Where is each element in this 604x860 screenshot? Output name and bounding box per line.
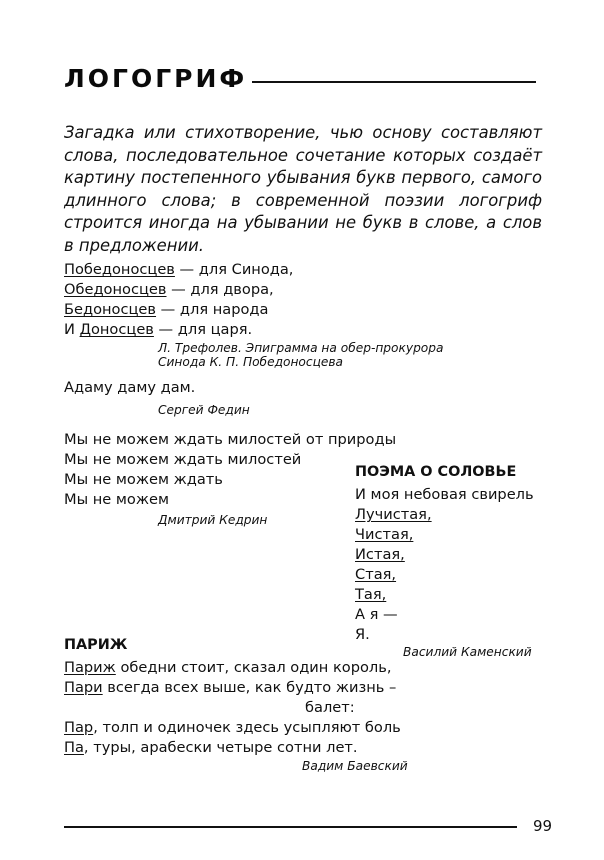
footer-rule bbox=[64, 826, 517, 828]
verse-line: Бедоносцев — для народа bbox=[64, 301, 269, 318]
verse-line: Мы не можем ждать милостей bbox=[64, 451, 302, 468]
verse-line: А я — bbox=[355, 606, 398, 623]
poem-parizh bbox=[64, 658, 401, 758]
poem-solovye bbox=[355, 485, 534, 645]
underlined-word: Доносцев bbox=[79, 321, 154, 338]
poem-attribution: Л. Трефолев. Эпиграмма на обер-прокурора Синода К. П. Победоносцева bbox=[158, 341, 444, 369]
verse-line: Мы не можем bbox=[64, 491, 169, 508]
verse-line: Пари всегда всех выше, как будто жизнь – bbox=[64, 679, 397, 696]
verse-line: Победоносцев — для Синода, bbox=[64, 261, 294, 278]
page-title: ЛОГОГРИФ bbox=[64, 64, 248, 93]
verse-line: И моя небовая свирель bbox=[355, 486, 534, 503]
underlined-word: Победоносцев bbox=[64, 261, 175, 278]
verse-line: Стая, bbox=[355, 566, 397, 583]
verse-line: Лучистая, bbox=[355, 506, 432, 523]
underlined-word: Па bbox=[64, 739, 84, 756]
underlined-word: Бедоносцев bbox=[64, 301, 157, 318]
poem-kedrin bbox=[64, 430, 396, 510]
definition-line: длинного слова; в современной поэзии логогриф bbox=[64, 190, 542, 210]
verse-line: балет: bbox=[305, 699, 355, 716]
definition-paragraph bbox=[64, 122, 542, 258]
verse-line: Па, туры, арабески четыре сотни лет. bbox=[64, 739, 358, 756]
poem-heading: ПАРИЖ bbox=[64, 637, 128, 653]
definition-line: слова, последовательное сочетание которых создаёт bbox=[64, 145, 542, 165]
definition-line: в предложении. bbox=[64, 235, 204, 255]
definition-line: Загадка или стихотворение, чью основу составляют bbox=[64, 123, 542, 142]
poem-heading: ПОЭМА О СОЛОВЬЕ bbox=[355, 464, 517, 480]
underlined-word: Париж bbox=[64, 659, 116, 676]
verse-line: Мы не можем ждать bbox=[64, 471, 223, 488]
verse-line: Я. bbox=[355, 626, 370, 643]
underlined-word: Пари bbox=[64, 679, 103, 696]
poem-adamu-line: Адаму даму дам. bbox=[64, 379, 196, 396]
definition-line: строится иногда на убывании не букв в слове, а слов bbox=[64, 213, 542, 233]
title-rule bbox=[252, 81, 536, 83]
verse-line: Чистая, bbox=[355, 526, 414, 543]
page-number: 99 bbox=[533, 817, 553, 835]
verse-line: Париж обедни стоит, сказал один король, bbox=[64, 659, 392, 676]
definition-line: картину постепенного убывания букв первого, самого bbox=[64, 168, 542, 188]
verse-line: Тая, bbox=[355, 586, 387, 603]
verse-line: И Доносцев — для царя. bbox=[64, 321, 253, 338]
underlined-word: Обедоносцев bbox=[64, 281, 167, 298]
poem-attribution: Вадим Баевский bbox=[302, 759, 408, 773]
poem-pobedonostsev bbox=[64, 260, 293, 340]
underlined-word: Пар bbox=[64, 719, 94, 736]
verse-line: Истая, bbox=[355, 546, 405, 563]
poem-attribution: Василий Каменский bbox=[403, 645, 532, 659]
verse-line: Обедоносцев — для двора, bbox=[64, 281, 274, 298]
verse-line: Мы не можем ждать милостей от природы bbox=[64, 431, 397, 448]
poem-attribution: Дмитрий Кедрин bbox=[158, 513, 268, 527]
verse-line: Пар, толп и одиночек здесь усыпляют боль bbox=[64, 719, 401, 736]
poem-attribution: Сергей Федин bbox=[158, 403, 250, 417]
